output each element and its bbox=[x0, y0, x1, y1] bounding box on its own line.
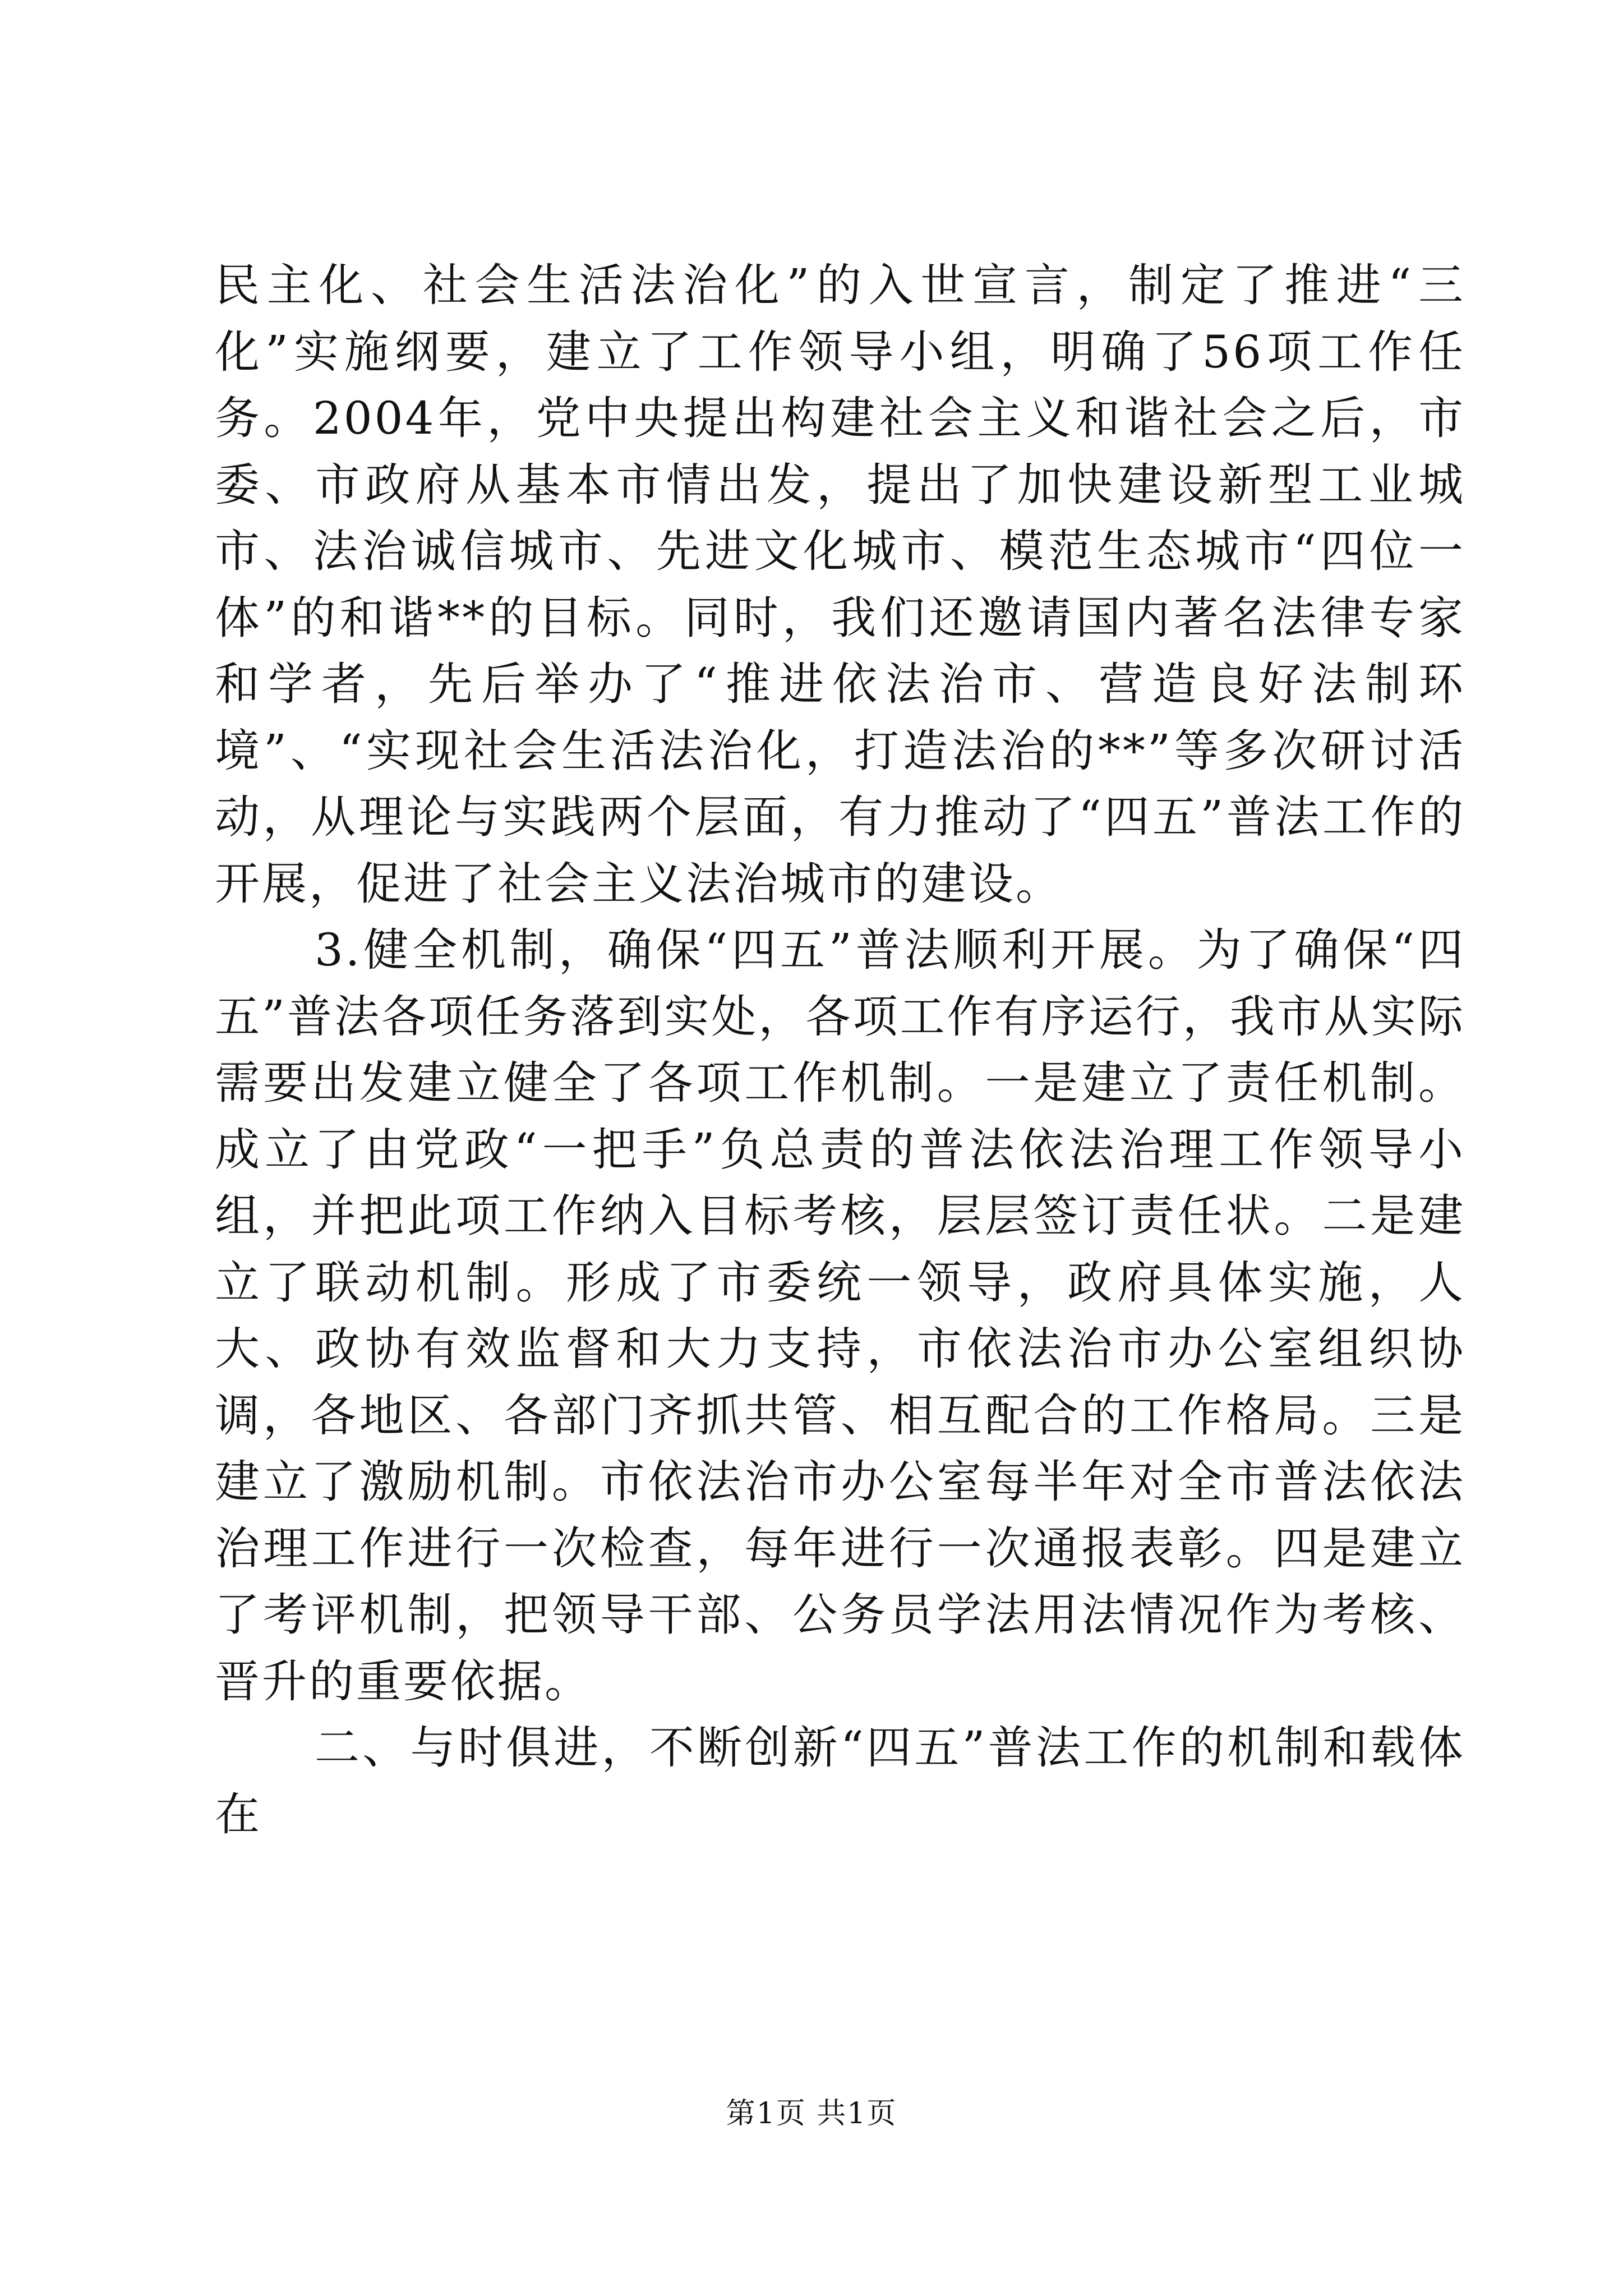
page-footer: 第1页 共1页 bbox=[726, 2097, 897, 2131]
document-body bbox=[215, 252, 1465, 1848]
paragraph-1: 民主化、社会生活法治化”的入世宣言，制定了推进“三化”实施纲要，建立了工作领导小组，明确了56项工作任务。2004年，党中央提出构建社会主义和谐社会之后，市委、市政府从基本市情出发，提出了加快建设新型工业城市、法治诚信城市、先进文化城市、模范生态城市“四位一体”的和谐**的目标。同时，我们还邀请国内著名法律专家和学者，先后举办了“推进依法治市、营造良好法制环境”、“实现社会生活法治化，打造法治的**”等多次研讨活动，从理论与实践两个层面，有力推动了“四五”普法工作的开展，促进了社会主义法治城市的建设。 bbox=[215, 259, 1465, 910]
paragraph-3: 二、与时俱进，不断创新“四五”普法工作的机制和载体在 bbox=[215, 1722, 1465, 1841]
paragraph-2: 3.健全机制，确保“四五”普法顺利开展。为了确保“四五”普法各项任务落到实处，各项工作有序运行，我市从实际需要出发建立健全了各项工作机制。一是建立了责任机制。成立了由党政“一把手”负总责的普法依法治理工作领导小组，并把此项工作纳入目标考核，层层签订责任状。二是建立了联动机制。形成了市委统一领导，政府具体实施，人大、政协有效监督和大力支持，市依法治市办公室组织协调，各地区、各部门齐抓共管、相互配合的工作格局。三是建立了激励机制。市依法治市办公室每半年对全市普法依法治理工作进行一次检查，每年进行一次通报表彰。四是建立了考评机制，把领导干部、公务员学法用法情况作为考核、晋升的重要依据。 bbox=[215, 924, 1465, 1708]
